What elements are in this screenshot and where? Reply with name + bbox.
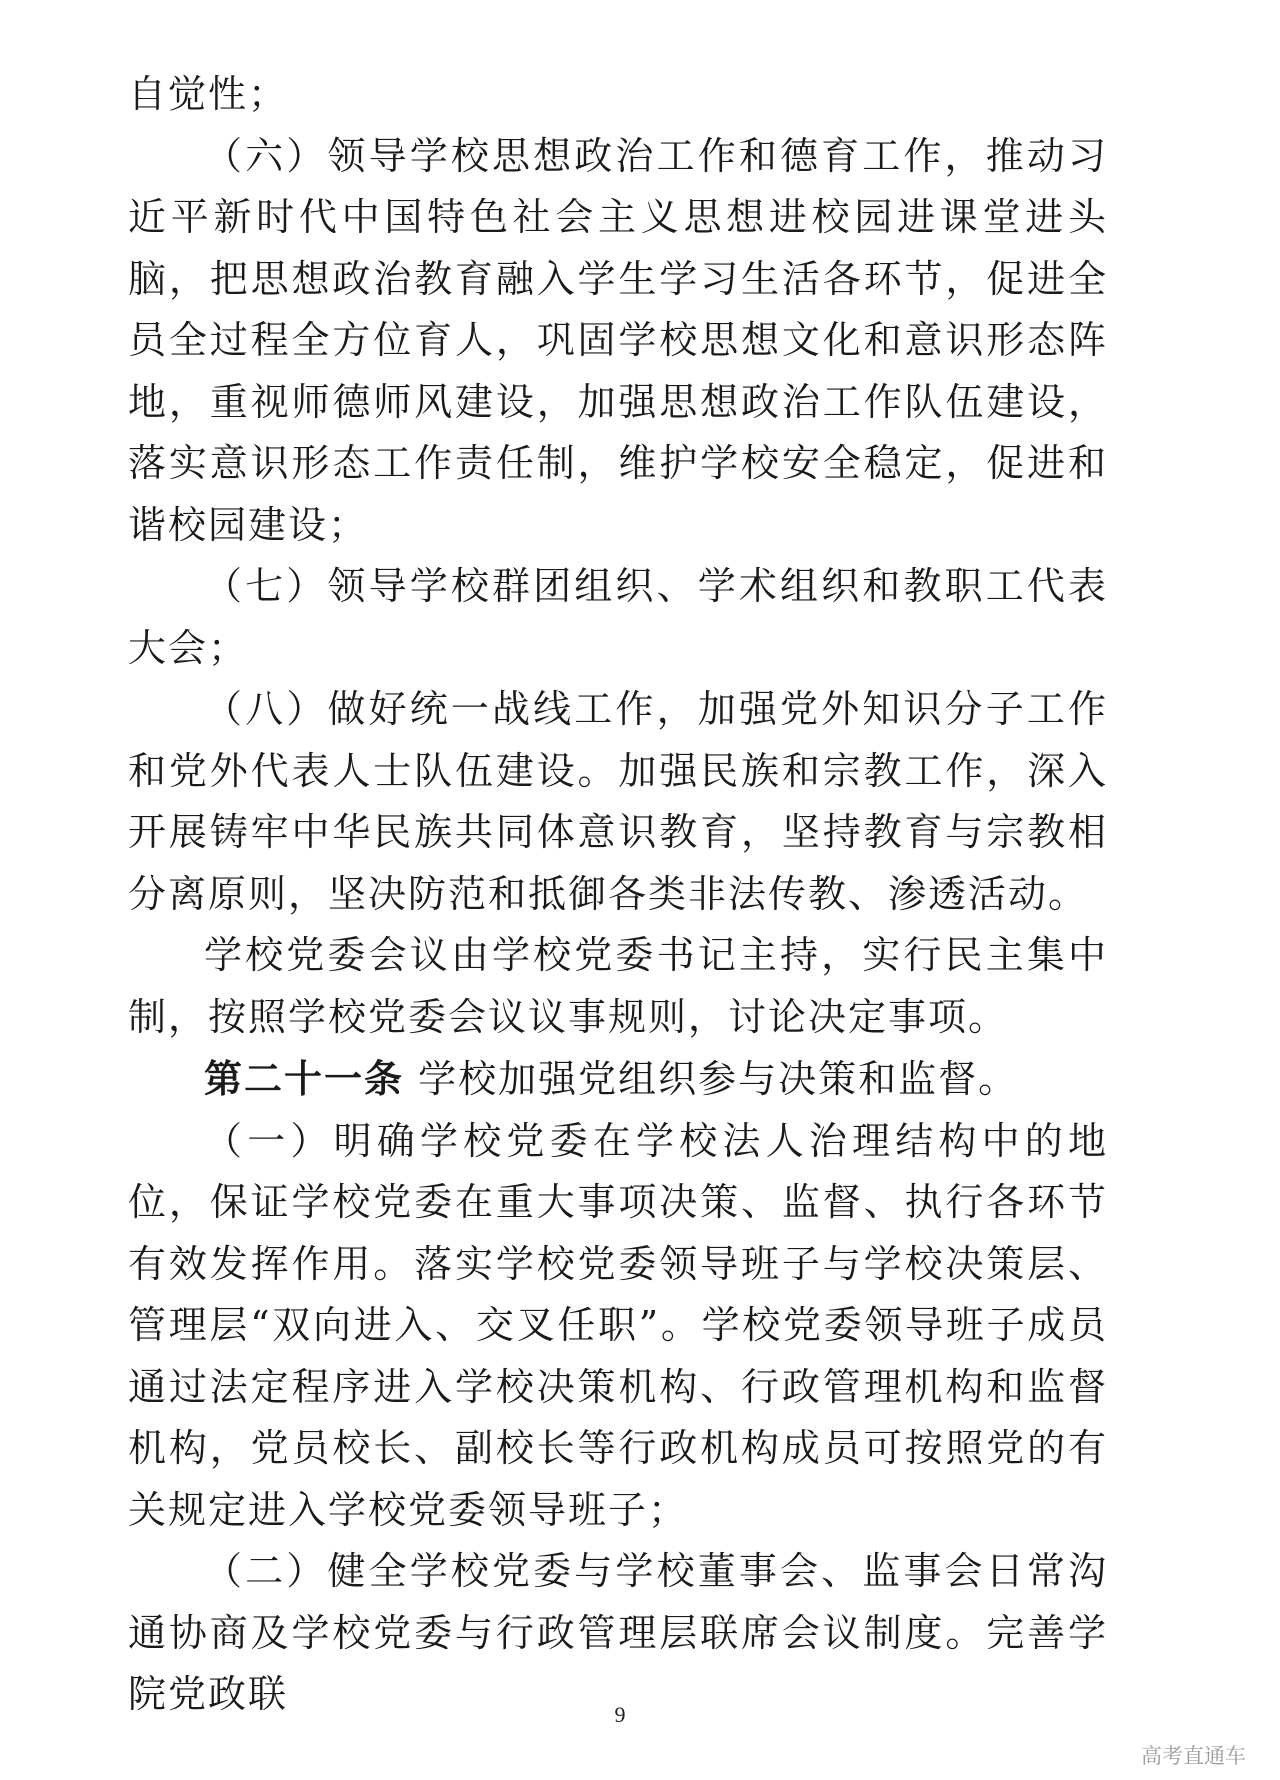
document-body [128, 64, 1108, 1726]
article-21-heading [128, 1048, 1108, 1111]
paragraph-item-8: （八）做好统一战线工作，加强党外知识分子工作和党外代表人士队伍建设。加强民族和宗教工作，深入开展铸牢中华民族共同体意识教育，坚持教育与宗教相分离原则，坚决防范和抵御各类非法传教、渗透活动。 [128, 687, 1108, 916]
paragraph-meeting-rules: 学校党委会议由学校党委书记主持，实行民主集中制，按照学校党委会议议事规则，讨论决定事项。 [128, 933, 1108, 1039]
paragraph-item-7: （七）领导学校群团组织、学术组织和教职工代表大会； [128, 564, 1108, 670]
paragraph-item-2: （二）健全学校党委与学校董事会、监事会日常沟通协商及学校党委与行政管理层联席会议制度。完善学院党政联 [128, 1549, 1108, 1716]
watermark-text: 高考直通车 [1141, 1744, 1246, 1768]
paragraph-continuation: 自觉性； [128, 72, 289, 116]
article-21-text: 学校加强党组织参与决策和监督。 [404, 1057, 1019, 1101]
article-21-title: 第二十一条 [204, 1056, 405, 1101]
page-number: 9 [614, 1702, 626, 1727]
paragraph-item-1: （一）明确学校党委在学校法人治理结构中的地位，保证学校党委在重大事项决策、监督、执行各环节有效发挥作用。落实学校党委领导班子与学校决策层、管理层“双向进入、交叉任职”。学校党委领导班子成员通过法定程序进入学校决策机构、行政管理机构和监督机构，党员校长、副校长等行政机构成员可按照党的有关规定进入学校党委领导班子； [128, 1118, 1108, 1532]
paragraph-item-6: （六）领导学校思想政治工作和德育工作，推动习近平新时代中国特色社会主义思想进校园进课堂进头脑，把思想政治教育融入学生学习生活各环节，促进全员全过程全方位育人，巩固学校思想文化和意识形态阵地，重视师德师风建设，加强思想政治工作队伍建设，落实意识形态工作责任制，维护学校安全稳定，促进和谐校园建设； [128, 133, 1108, 547]
